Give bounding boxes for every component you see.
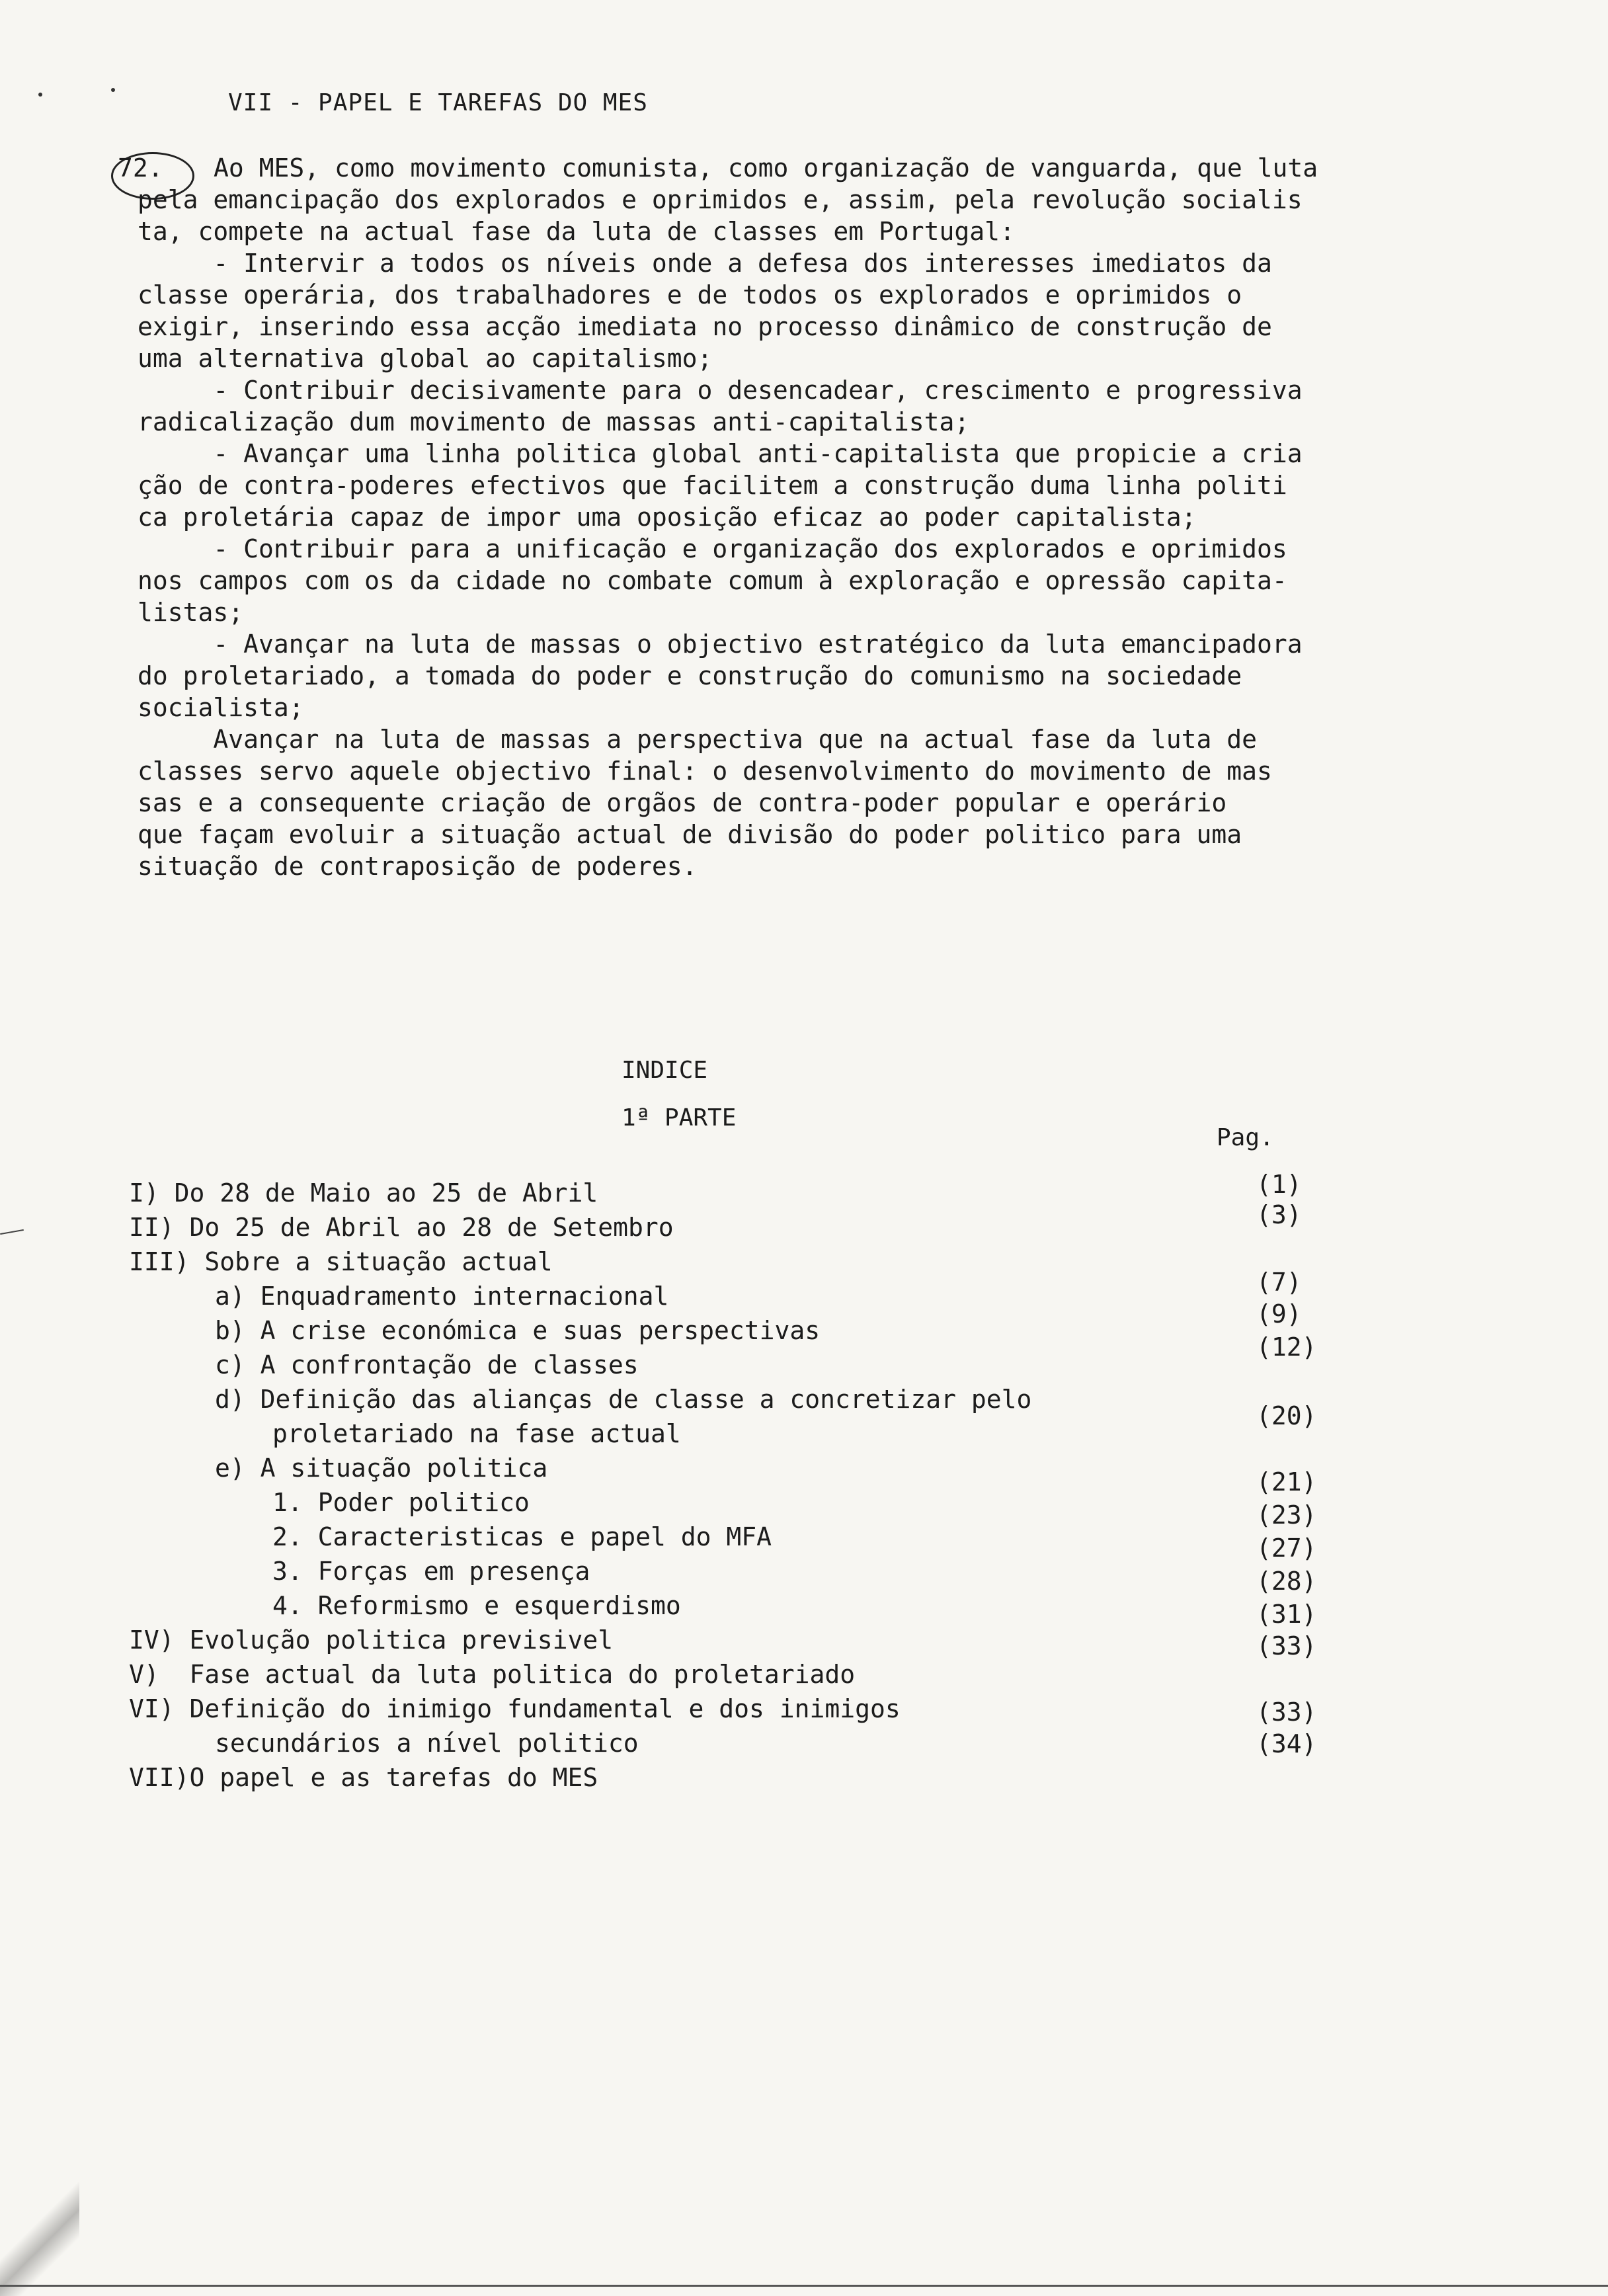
toc-entry: secundários a nível politico (215, 1729, 639, 1758)
page-column-header: Pag. (1217, 1124, 1274, 1151)
toc-entry: 2. Caracteristicas e papel do MFA (272, 1522, 772, 1551)
toc-entry: c) A confrontação de classes (215, 1350, 639, 1379)
toc-page: (33) (1256, 1631, 1317, 1660)
toc-page: (20) (1256, 1401, 1317, 1430)
paragraph-line: ta, compete na actual fase da luta de classes em Portugal: (138, 217, 1015, 246)
section-heading: VII - PAPEL E TAREFAS DO MES (228, 89, 648, 116)
stray-mark (38, 93, 42, 97)
toc-entry: b) A crise económica e suas perspectivas (215, 1316, 821, 1345)
toc-page: (31) (1256, 1600, 1317, 1629)
paragraph-line: exigir, inserindo essa acção imediata no processo dinâmico de construção de (138, 312, 1272, 341)
paragraph-line: socialista; (138, 693, 304, 722)
toc-page: (12) (1256, 1332, 1317, 1362)
paragraph-line: situação de contraposição de poderes. (138, 852, 698, 881)
toc-entry: V) Fase actual da luta politica do proletariado (129, 1660, 856, 1689)
paragraph-line: do proletariado, a tomada do poder e construção do comunismo na sociedade (138, 661, 1242, 690)
toc-page: (1) (1256, 1170, 1302, 1199)
toc-entry: 3. Forças em presença (272, 1557, 590, 1586)
toc-entry: II) Do 25 de Abril ao 28 de Setembro (129, 1213, 674, 1242)
toc-entry: VI) Definição do inimigo fundamental e dos inimigos (129, 1694, 901, 1723)
paragraph-line: classe operária, dos trabalhadores e de todos os explorados e oprimidos o (138, 280, 1242, 309)
paragraph-line: ção de contra-poderes efectivos que facilitem a construção duma linha politi (138, 471, 1287, 500)
paragraph-line: - Avançar na luta de massas o objectivo estratégico da luta emancipadora (138, 630, 1303, 659)
paragraph-line: nos campos com os da cidade no combate comum à exploração e opressão capita- (138, 566, 1287, 595)
toc-entry: 4. Reformismo e esquerdismo (272, 1591, 681, 1620)
toc-entry: I) Do 28 de Maio ao 25 de Abril (129, 1178, 598, 1208)
paragraph-line: Ao MES, como movimento comunista, como organização de vanguarda, que luta (214, 153, 1318, 183)
toc-entry: proletariado na fase actual (272, 1419, 681, 1448)
paragraph-line: - Contribuir decisivamente para o desencadear, crescimento e progressiva (138, 376, 1303, 405)
paragraph-line: que façam evoluir a situação actual de divisão do poder politico para uma (138, 820, 1242, 849)
toc-page: (21) (1256, 1467, 1317, 1496)
stray-mark (111, 88, 115, 92)
toc-entry: 1. Poder politico (272, 1488, 530, 1517)
part-title: 1ª PARTE (622, 1104, 737, 1131)
paragraph-line: - Avançar uma linha politica global anti-capitalista que propicie a cria (138, 439, 1303, 468)
paragraph-line: - Contribuir para a unificação e organização dos explorados e oprimidos (138, 534, 1287, 563)
toc-entry: d) Definição das alianças de classe a concretizar pelo (215, 1385, 1032, 1414)
toc-entry: VII)O papel e as tarefas do MES (129, 1763, 598, 1792)
toc-page: (34) (1256, 1729, 1317, 1758)
toc-page: (9) (1256, 1299, 1302, 1329)
index-title: INDICE (622, 1057, 708, 1084)
margin-mark (0, 1229, 24, 1235)
page-bottom-edge (0, 2285, 1608, 2287)
toc-page: (3) (1256, 1200, 1302, 1229)
paragraph-line: uma alternativa global ao capitalismo; (138, 344, 713, 373)
toc-page: (7) (1256, 1268, 1302, 1297)
paragraph-line: ca proletária capaz de impor uma oposição eficaz ao poder capitalista; (138, 503, 1197, 532)
toc-page: (33) (1256, 1698, 1317, 1727)
paragraph-line: sas e a consequente criação de orgãos de contra-poder popular e operário (138, 788, 1227, 817)
paragraph-line: Avançar na luta de massas a perspectiva que na actual fase da luta de (138, 725, 1257, 754)
toc-entry: e) A situação politica (215, 1454, 548, 1483)
toc-page: (23) (1256, 1500, 1317, 1530)
toc-page: (27) (1256, 1534, 1317, 1563)
toc-entry: IV) Evolução politica previsivel (129, 1625, 614, 1655)
paragraph-line: radicalização dum movimento de massas anti-capitalista; (138, 407, 970, 436)
paragraph-line: listas; (138, 598, 244, 627)
toc-page: (28) (1256, 1567, 1317, 1596)
toc-entry: III) Sobre a situação actual (129, 1247, 553, 1276)
scan-corner-shadow (0, 2182, 79, 2296)
paragraph-line: classes servo aquele objectivo final: o desenvolvimento do movimento de mas (138, 757, 1272, 786)
toc-entry: a) Enquadramento internacional (215, 1282, 669, 1311)
paragraph-line: - Intervir a todos os níveis onde a defesa dos interesses imediatos da (138, 249, 1272, 278)
paragraph-number: 72. (118, 153, 163, 183)
paragraph-line: pela emancipação dos explorados e oprimidos e, assim, pela revolução socialis (138, 185, 1303, 214)
